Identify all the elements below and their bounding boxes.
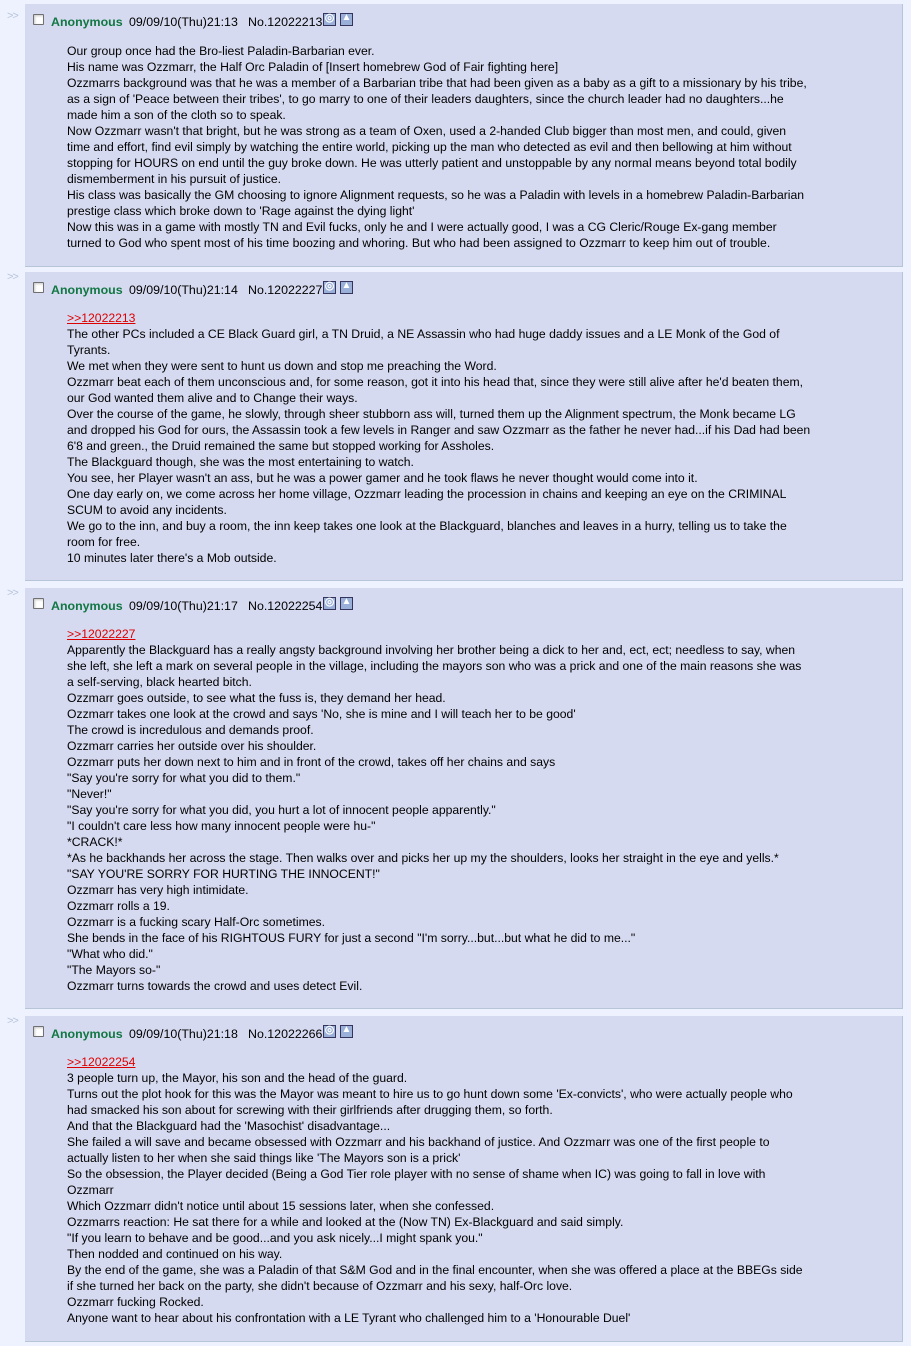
- post-text-line: *As he backhands her across the stage. Then walks over and picks her up my the shoulders, looks her straight in the eye and yells.*: [67, 851, 779, 865]
- post-text-line: We met when they were sent to hunt us down and stop me preaching the Word.: [67, 359, 497, 373]
- wiki-search-icon[interactable]: ◎: [324, 280, 335, 292]
- post-text-line: Ozzmarr carries her outside over his shoulder.: [67, 739, 317, 753]
- post-text-line: Ozzmarrs reaction: He sat there for a while and looked at the (Now TN) Ex-Blackguard and said simply.: [67, 1215, 624, 1229]
- post-text-line: Tyrants.: [67, 343, 111, 357]
- post-text-line: The crowd is incredulous and demands proof.: [67, 723, 314, 737]
- poster-name: Anonymous: [51, 283, 123, 297]
- post-text-line: SCUM to avoid any incidents.: [67, 503, 227, 517]
- post-text-line: room for free.: [67, 535, 141, 549]
- reply-arrow: >>: [7, 1015, 18, 1027]
- post-text-line: Ozzmarr turns towards the crowd and uses detect Evil.: [67, 979, 363, 993]
- post-text-line: Now this was in a game with mostly TN and Evil fucks, only he and I were actually good, I was a CG Cleric/Rouge Ex-gang member: [67, 220, 777, 234]
- post-select-checkbox[interactable]: [33, 598, 44, 609]
- image-search-icon[interactable]: ▲: [340, 597, 353, 610]
- quote-link[interactable]: >>12022254: [67, 1055, 136, 1069]
- post-select-checkbox[interactable]: [33, 282, 44, 293]
- post-text-line: made him a son of the cloth so to speak.: [67, 108, 286, 122]
- post-text-line: dismemberment in his pursuit of justice.: [67, 172, 282, 186]
- post-text-line: And that the Blackguard had the 'Masochist' disadvantage...: [67, 1119, 391, 1133]
- post-text-line: "The Mayors so-": [67, 963, 161, 977]
- post-date: 09/09/10(Thu)21:18: [129, 1027, 238, 1041]
- post-date: 09/09/10(Thu)21:17: [129, 599, 238, 613]
- post-text-line: had smacked his son about for screwing with their girlfriends after drugging them, so forth.: [67, 1103, 553, 1117]
- reply-post: [25, 1016, 903, 1342]
- post-text-line: Turns out the plot hook for this was the Mayor was meant to hire us to go hunt down some 'Ex-convicts', who were actually people who: [67, 1087, 793, 1101]
- post-text-line: Ozzmarr takes one look at the crowd and says 'No, she is mine and I will teach her to be good': [67, 707, 576, 721]
- image-search-icon[interactable]: ▲: [340, 281, 353, 294]
- post-text-line: if she turned her back on the party, she didn't because of Ozzmarr and his sexy, half-Orc love.: [67, 1279, 573, 1293]
- post-text-line: Ozzmarrs background was that he was a member of a Barbarian tribe that had been given as a baby as a gift to a missionary by his tribe,: [67, 76, 807, 90]
- post-text-line: You see, her Player wasn't an ass, but he was a power gamer and he took flaws he never thought would come into it.: [67, 471, 698, 485]
- post-text-line: Our group once had the Bro-liest Paladin-Barbarian ever.: [67, 44, 375, 58]
- post-select-checkbox[interactable]: [33, 14, 44, 25]
- reply-post: [25, 588, 903, 1009]
- post-text-line: 10 minutes later there's a Mob outside.: [67, 551, 277, 565]
- wiki-search-icon[interactable]: ◎: [324, 12, 335, 24]
- post-text-line: she left, she left a mark on several people in the village, including the mayors son who was a prick and one of the main reasons she was: [67, 659, 802, 673]
- wiki-search-icon[interactable]: ◎: [324, 1024, 335, 1036]
- post-text-line: "If you learn to behave and be good...and you ask nicely...I might spank you.": [67, 1231, 483, 1245]
- post-text-line: 3 people turn up, the Mayor, his son and the head of the guard.: [67, 1071, 408, 1085]
- post-text-line: His class was basically the GM choosing to ignore Alignment requests, so he was a Paladin with levels in a homebrew Paladin-Barbarian: [67, 188, 805, 202]
- post-text-line: Ozzmarr: [67, 1183, 114, 1197]
- post-date: 09/09/10(Thu)21:14: [129, 283, 238, 297]
- reply-arrow: >>: [7, 10, 18, 22]
- post-body: [67, 626, 892, 994]
- post-text-line: Now Ozzmarr wasn't that bright, but he was strong as a team of Oxen, used a 2-handed Club bigger than most men, and could, given: [67, 124, 787, 138]
- poster-name: Anonymous: [51, 599, 123, 613]
- post-text-line: Which Ozzmarr didn't notice until about 15 sessions later, when she confessed.: [67, 1199, 495, 1213]
- post-text-line: The Blackguard though, she was the most entertaining to watch.: [67, 455, 414, 469]
- post-text-line: "Say you're sorry for what you did, you hurt a lot of innocent people apparently.": [67, 803, 496, 817]
- post-text-line: turned to God who spent most of his time boozing and whoring. But who had been assigned to Ozzmarr to keep him out of trouble.: [67, 236, 771, 250]
- post-number-link[interactable]: No.12022213: [248, 15, 323, 29]
- post-text-line: "What who did.": [67, 947, 153, 961]
- post-text-line: stopping for HOURS on end until the guy broke down. He was utterly patient and unstoppable by any normal means beyond total bodily: [67, 156, 797, 170]
- quote-link[interactable]: >>12022227: [67, 627, 136, 641]
- post-text-line: Ozzmarr puts her down next to him and in front of the crowd, takes off her chains and says: [67, 755, 556, 769]
- post-text-line: Ozzmarr beat each of them unconscious and, for some reason, got it into his head that, since they were still alive after he'd beaten them,: [67, 375, 804, 389]
- post-text-line: Ozzmarr is a fucking scary Half-Orc sometimes.: [67, 915, 326, 929]
- post-text-line: time and effort, find evil simply by watching the entire world, picking up the man who detected as evil and then bellowing at him without: [67, 140, 792, 154]
- poster-name: Anonymous: [51, 15, 123, 29]
- reply-post: [25, 272, 903, 581]
- post-number-link[interactable]: No.12022254: [248, 599, 323, 613]
- post-text-line: prestige class which broke down to 'Rage against the dying light': [67, 204, 415, 218]
- post-text-line: "SAY YOU'RE SORRY FOR HURTING THE INNOCENT!": [67, 867, 380, 881]
- reply-arrow: >>: [7, 587, 18, 599]
- post-text-line: Apparently the Blackguard has a really angsty background involving her brother being a dick to her and, ect, ect; needless to say, when: [67, 643, 796, 657]
- post-text-line: We go to the inn, and buy a room, the inn keep takes one look at the Blackguard, blanches and leaves in a hurry, telling us to take the: [67, 519, 787, 533]
- post-text-line: So the obsession, the Player decided (Being a God Tier role player with no sense of shame when IC) was going to fall in love with: [67, 1167, 766, 1181]
- poster-name: Anonymous: [51, 1027, 123, 1041]
- wiki-search-icon[interactable]: ◎: [324, 596, 335, 608]
- post-body: [67, 1054, 892, 1326]
- post-text-line: Over the course of the game, he slowly, through sheer stubborn ass will, turned them up the Alignment spectrum, the Monk became LG: [67, 407, 796, 421]
- image-search-icon[interactable]: ▲: [340, 13, 353, 26]
- post-text-line: "Say you're sorry for what you did to them.": [67, 771, 301, 785]
- post-text-line: actually listen to her when she said things like 'The Mayors son is a prick': [67, 1151, 461, 1165]
- reply-arrow: >>: [7, 271, 18, 283]
- quote-link[interactable]: >>12022213: [67, 311, 136, 325]
- post-text-line: Then nodded and continued on his way.: [67, 1247, 283, 1261]
- post-text-line: our God wanted them alive and to Change their ways.: [67, 391, 358, 405]
- post-select-checkbox[interactable]: [33, 1026, 44, 1037]
- post-text-line: His name was Ozzmarr, the Half Orc Paladin of [Insert homebrew God of Fair fighting here]: [67, 60, 559, 74]
- post-text-line: She failed a will save and became obsessed with Ozzmarr and his backhand of justice. And Ozzmarr was one of the first people to: [67, 1135, 770, 1149]
- post-date: 09/09/10(Thu)21:13: [129, 15, 238, 29]
- post-text-line: a self-serving, black hearted bitch.: [67, 675, 252, 689]
- post-body: [67, 43, 892, 251]
- post-text-line: *CRACK!*: [67, 835, 123, 849]
- post-number-link[interactable]: No.12022227: [248, 283, 323, 297]
- post-text-line: and dropped his God for ours, the Assassin took a few levels in Ranger and saw Ozzmarr as the father he never had...if his Dad had been: [67, 423, 811, 437]
- post-text-line: The other PCs included a CE Black Guard girl, a TN Druid, a NE Assassin who had huge daddy issues and a LE Monk of the God of: [67, 327, 780, 341]
- post-body: [67, 310, 892, 566]
- post-text-line: as a sign of 'Peace between their tribes', to go marry to one of their leaders daughters, since the church leader had no daughters...he: [67, 92, 784, 106]
- post-text-line: Ozzmarr goes outside, to see what the fuss is, they demand her head.: [67, 691, 446, 705]
- post-text-line: By the end of the game, she was a Paladin of that S&M God and in the final encounter, when she was offered a place at the BBEGs side: [67, 1263, 803, 1277]
- post-text-line: One day early on, we come across her home village, Ozzmarr leading the procession in chains and keeping an eye on the CRIMINAL: [67, 487, 787, 501]
- post-text-line: "I couldn't care less how many innocent people were hu-": [67, 819, 376, 833]
- post-text-line: She bends in the face of his RIGHTOUS FURY for just a second "I'm sorry...but...but what he did to me...": [67, 931, 636, 945]
- post-number-link[interactable]: No.12022266: [248, 1027, 323, 1041]
- post-text-line: Ozzmarr rolls a 19.: [67, 899, 170, 913]
- post-text-line: "Never!": [67, 787, 112, 801]
- post-text-line: 6'8 and green., the Druid remained the same but stopped working for Assholes.: [67, 439, 495, 453]
- post-text-line: Ozzmarr has very high intimidate.: [67, 883, 249, 897]
- post-text-line: Ozzmarr fucking Rocked.: [67, 1295, 204, 1309]
- reply-post: [25, 4, 903, 267]
- post-text-line: Anyone want to hear about his confrontation with a LE Tyrant who challenged him to a 'Honourable Duel': [67, 1311, 631, 1325]
- image-search-icon[interactable]: ▲: [340, 1025, 353, 1038]
